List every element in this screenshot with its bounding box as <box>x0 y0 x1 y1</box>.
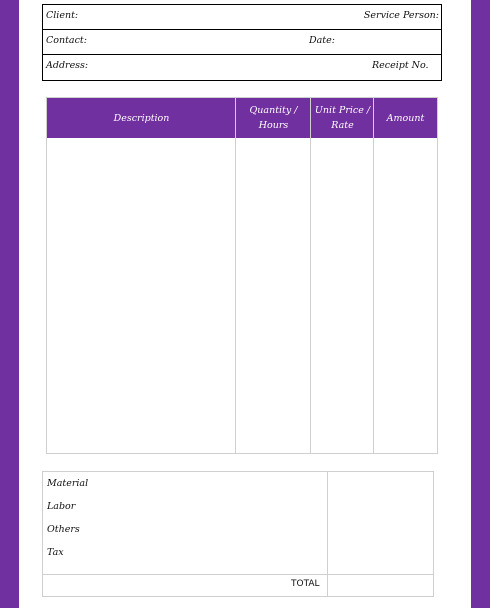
labor-label: Labor <box>47 501 76 512</box>
column-divider <box>310 98 311 453</box>
right-purple-border <box>471 0 490 608</box>
amount-header-label: Amount <box>386 112 425 124</box>
unit-price-header-line2: Rate <box>331 120 354 131</box>
left-purple-border <box>0 0 19 608</box>
date-label: Date: <box>309 35 335 46</box>
info-row-address <box>43 55 441 80</box>
receipt-number-label: Receipt No. <box>372 60 429 71</box>
tax-label: Tax <box>47 547 64 558</box>
line-items-table <box>46 97 438 454</box>
column-divider <box>373 98 374 453</box>
others-label: Others <box>47 524 80 535</box>
column-header-amount <box>374 98 437 138</box>
contact-label: Contact: <box>46 35 87 46</box>
summary-column-divider <box>327 472 328 596</box>
line-items-header <box>47 98 437 138</box>
column-header-description <box>47 98 236 138</box>
total-label: TOTAL <box>291 579 320 589</box>
column-header-unit-price <box>311 98 374 138</box>
service-person-label: Service Person: <box>363 10 439 21</box>
column-divider <box>235 98 236 453</box>
description-header-label: Description <box>113 112 170 124</box>
quantity-header-line1: Quantity / <box>249 105 298 116</box>
info-row-contact <box>43 30 441 55</box>
summary-table <box>42 471 434 597</box>
info-row-client <box>43 5 441 30</box>
summary-total-divider <box>43 574 433 575</box>
quantity-header-line2: Hours <box>258 120 289 131</box>
column-header-quantity <box>236 98 311 138</box>
receipt-info-table <box>42 4 442 81</box>
client-label: Client: <box>46 10 79 21</box>
material-label: Material <box>47 478 89 489</box>
unit-price-header-line1: Unit Price / <box>314 105 371 116</box>
address-label: Address: <box>46 60 89 71</box>
